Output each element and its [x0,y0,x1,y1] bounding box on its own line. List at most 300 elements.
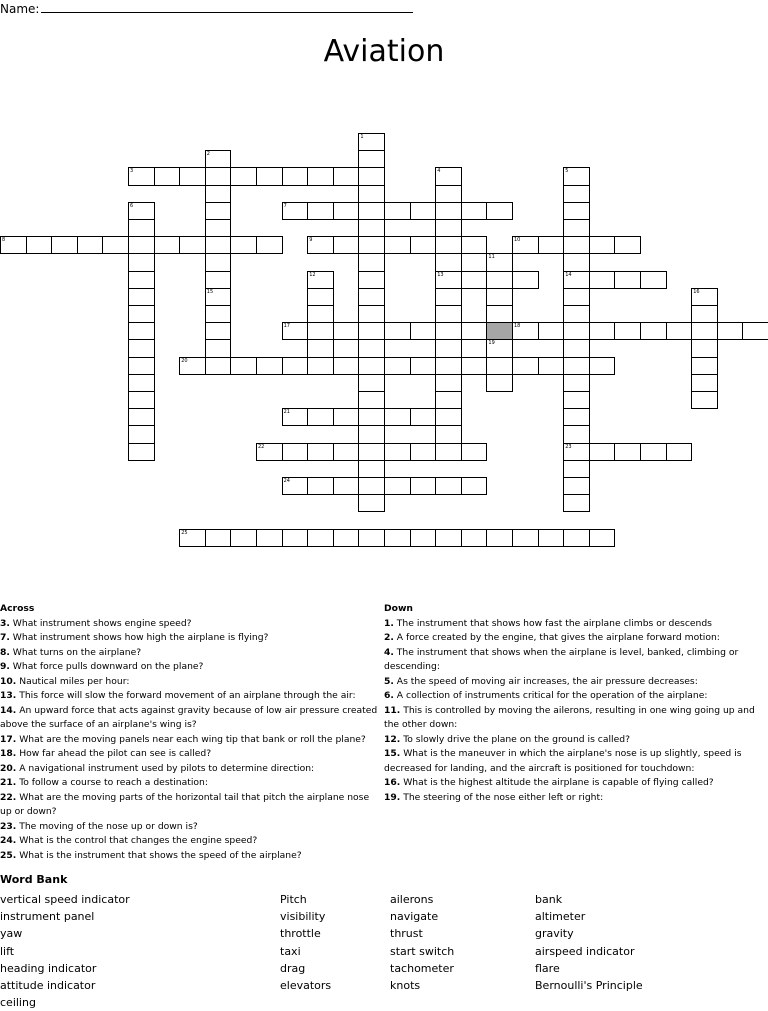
grid-cell[interactable] [230,236,257,254]
word-bank-item: attitude indicator [0,979,96,993]
clue-number-label: 21. [0,777,17,788]
grid-cell[interactable] [410,408,437,426]
grid-cell[interactable] [461,202,488,220]
grid-cell[interactable] [486,357,513,375]
clue-text: A navigational instrument used by pilots to determine direction: [16,762,315,774]
clue-number: 25 [181,529,188,536]
grid-cell[interactable] [128,305,155,323]
word-bank-item: flare [535,961,560,975]
grid-cell[interactable] [461,357,488,375]
grid-cell[interactable] [256,529,283,547]
clue-number-label: 2. [384,632,394,643]
grid-cell[interactable] [410,357,437,375]
clue-number: 15 [206,288,214,295]
grid-cell[interactable] [0,236,27,254]
grid-cell[interactable] [358,494,385,512]
across-clue [0,646,378,661]
grid-cell[interactable] [358,425,385,443]
grid-cell[interactable] [461,529,488,547]
grid-cell[interactable] [358,443,385,461]
grid-cell[interactable] [128,357,155,375]
grid-cell[interactable] [512,322,539,340]
clue-number-label: 19. [384,791,401,803]
word-bank-item: altimeter [535,910,586,924]
grid-cell[interactable] [282,357,309,375]
word-bank-item: gravity [535,927,574,941]
grid-cell[interactable] [640,443,667,461]
grid-cell[interactable] [333,236,360,254]
grid-cell[interactable] [435,529,462,547]
word-bank-item: ailerons [390,893,434,906]
word-bank-item: ceiling [0,996,36,1010]
grid-cell[interactable] [666,322,693,340]
grid-cell[interactable] [435,339,462,357]
grid-cell[interactable] [205,529,232,547]
grid-cell[interactable] [358,529,385,547]
grid-cell[interactable] [205,185,232,203]
grid-cell[interactable] [563,339,590,357]
grid-cell[interactable] [563,305,590,323]
grid-cell[interactable] [358,357,385,375]
across-clue [0,849,378,864]
grid-cell[interactable] [563,202,590,220]
clue-number: 12 [309,271,316,278]
grid-cell[interactable] [563,219,590,237]
grid-cell[interactable] [691,322,718,340]
grid-cell[interactable] [538,357,565,375]
grid-cell[interactable] [179,529,206,547]
clue-text: An upward force that acts against gravity because of low air pressure created above the surface of an airplane's wing is? [0,704,378,730]
across-clue [0,675,378,690]
grid-cell[interactable] [538,529,565,547]
grid-cell[interactable] [614,271,641,289]
grid-cell[interactable] [358,408,385,426]
grid-cell[interactable] [435,408,462,426]
grid-cell[interactable] [333,167,360,185]
grid-cell[interactable] [128,271,155,289]
grid-cell[interactable] [563,460,590,478]
grid-cell[interactable] [128,339,155,357]
clue-number: 3 [130,168,134,175]
clue-number: 22 [258,443,265,450]
grid-cell[interactable] [128,236,155,254]
grid-cell[interactable] [512,357,539,375]
across-clues [0,602,378,863]
across-clue [0,704,378,733]
grid-cell[interactable] [435,443,462,461]
grid-cell[interactable] [282,443,309,461]
clue-number: 16 [693,288,700,295]
grid-cell[interactable] [358,339,385,357]
grid-cell[interactable] [128,219,155,237]
grid-cell[interactable] [26,236,53,254]
grid-cell[interactable] [358,253,385,271]
grid-cell[interactable] [742,322,768,340]
word-bank-item: knots [390,979,421,993]
grid-cell[interactable] [230,167,257,185]
clue-text: The instrument that shows how fast the airplane climbs or descends [393,617,712,629]
grid-cell[interactable] [307,305,334,323]
grid-cell[interactable] [358,150,385,168]
grid-cell[interactable] [205,271,232,289]
grid-cell[interactable] [307,288,334,306]
grid-cell[interactable] [691,374,718,392]
grid-cell[interactable] [282,322,309,340]
grid-cell[interactable] [486,271,513,289]
grid-cell[interactable] [358,202,385,220]
across-clue [0,834,378,849]
grid-cell[interactable] [640,322,667,340]
grid-cell[interactable] [461,322,488,340]
clue-number-label: 3. [0,617,10,629]
grid-cell[interactable] [179,236,206,254]
grid-cell[interactable] [435,305,462,323]
grid-cell[interactable] [435,167,462,185]
grid-cell[interactable] [435,202,462,220]
grid-cell[interactable] [589,443,616,461]
clue-number-label: 10. [0,675,17,687]
grid-cell[interactable] [307,339,334,357]
grid-cell[interactable] [410,322,437,340]
clue-text: As the speed of moving air increases, the air pressure decreases: [393,675,698,687]
word-bank-item: yaw [0,927,23,941]
grid-cell[interactable] [128,322,155,340]
grid-cell[interactable] [435,357,462,375]
grid-cell[interactable] [128,202,155,220]
clue-text: A collection of instruments critical for the operation of the airplane: [393,690,708,701]
grid-cell[interactable] [256,167,283,185]
grid-cell[interactable] [128,253,155,271]
grid-cell[interactable] [512,271,539,289]
clue-number: 7 [283,202,287,209]
grid-cell[interactable] [589,529,616,547]
across-clue [0,631,378,646]
grid-cell[interactable] [358,288,385,306]
shaded-grid-cell [486,322,513,340]
page-title: Aviation [323,34,445,69]
grid-cell[interactable] [358,391,385,409]
grid-cell[interactable] [435,185,462,203]
clue-number: 24 [283,478,290,484]
grid-cell[interactable] [486,288,513,306]
word-bank-column [535,891,643,994]
grid-cell[interactable] [128,374,155,392]
grid-cell[interactable] [205,202,232,220]
grid-cell[interactable] [589,236,616,254]
down-clue [384,791,768,806]
grid-cell[interactable] [256,357,283,375]
grid-cell[interactable] [435,477,462,495]
clue-number-label: 16. [384,777,401,788]
grid-cell[interactable] [154,167,181,185]
grid-cell[interactable] [666,443,693,461]
grid-cell[interactable] [205,236,232,254]
grid-cell[interactable] [563,357,590,375]
grid-cell[interactable] [435,236,462,254]
grid-cell[interactable] [384,443,411,461]
grid-cell[interactable] [384,477,411,495]
grid-cell[interactable] [282,408,309,426]
word-bank-item: elevators [280,979,332,993]
grid-cell[interactable] [205,288,232,306]
grid-cell[interactable] [384,202,411,220]
grid-cell[interactable] [384,357,411,375]
grid-cell[interactable] [410,477,437,495]
grid-cell[interactable] [486,374,513,392]
grid-cell[interactable] [179,167,206,185]
clue-text: What are the moving parts of the horizontal tail that pitch the airplane nose up or down? [0,791,370,817]
grid-cell[interactable] [461,477,488,495]
grid-cell[interactable] [410,529,437,547]
clue-number-label: 7. [0,632,10,643]
down-clues [384,602,768,805]
clue-text: What instrument shows how high the airplane is flying? [9,632,269,643]
grid-cell[interactable] [410,443,437,461]
clue-text: What is the control that changes the engine speed? [16,835,258,846]
grid-cell[interactable] [717,322,744,340]
grid-cell[interactable] [563,288,590,306]
grid-cell[interactable] [205,150,232,168]
grid-cell[interactable] [128,408,155,426]
grid-cell[interactable] [589,322,616,340]
grid-cell[interactable] [614,236,641,254]
word-bank-item: thrust [390,927,423,941]
down-clue [384,704,768,733]
grid-cell[interactable] [307,529,334,547]
grid-cell[interactable] [512,236,539,254]
grid-cell[interactable] [333,357,360,375]
grid-cell[interactable] [205,339,232,357]
grid-cell[interactable] [538,322,565,340]
down-heading: Down [384,603,413,614]
grid-cell[interactable] [307,443,334,461]
clue-text: What turns on the airplane? [9,646,142,658]
grid-cell[interactable] [691,288,718,306]
grid-cell[interactable] [333,408,360,426]
grid-cell[interactable] [563,529,590,547]
across-clue [0,689,378,704]
grid-cell[interactable] [307,408,334,426]
grid-cell[interactable] [128,391,155,409]
grid-cell[interactable] [435,219,462,237]
grid-cell[interactable] [358,271,385,289]
across-clue [0,762,378,777]
grid-cell[interactable] [614,322,641,340]
grid-cell[interactable] [691,339,718,357]
grid-cell[interactable] [307,236,334,254]
grid-cell[interactable] [563,236,590,254]
grid-cell[interactable] [486,339,513,357]
grid-cell[interactable] [282,167,309,185]
grid-cell[interactable] [435,425,462,443]
grid-cell[interactable] [205,305,232,323]
word-bank-item: heading indicator [0,961,97,975]
grid-cell[interactable] [333,477,360,495]
grid-cell[interactable] [563,253,590,271]
clue-number: 20 [181,357,188,364]
grid-cell[interactable] [358,322,385,340]
grid-cell[interactable] [358,374,385,392]
grid-cell[interactable] [640,271,667,289]
clue-text: To follow a course to reach a destination: [16,777,208,788]
grid-cell[interactable] [256,443,283,461]
grid-cell[interactable] [384,408,411,426]
clue-number-label: 22. [0,791,17,803]
word-bank-item: lift [0,944,15,958]
name-label: Name: [0,2,40,16]
grid-cell[interactable] [384,529,411,547]
grid-cell[interactable] [563,443,590,461]
clue-number-label: 14. [0,704,17,716]
grid-cell[interactable] [410,202,437,220]
grid-cell[interactable] [435,271,462,289]
grid-cell[interactable] [435,391,462,409]
grid-cell[interactable] [563,408,590,426]
grid-cell[interactable] [563,477,590,495]
clue-number-label: 15. [384,748,401,759]
clue-text: How far ahead the pilot can see is called? [16,748,212,759]
grid-cell[interactable] [486,253,513,271]
grid-cell[interactable] [358,460,385,478]
grid-cell[interactable] [358,133,385,151]
clue-number: 17 [283,323,290,330]
grid-cell[interactable] [128,425,155,443]
grid-cell[interactable] [691,357,718,375]
clue-number: 4 [437,168,441,175]
grid-cell[interactable] [512,529,539,547]
grid-cell[interactable] [230,357,257,375]
grid-cell[interactable] [282,477,309,495]
grid-cell[interactable] [563,425,590,443]
grid-cell[interactable] [461,236,488,254]
across-clue [0,820,378,835]
clue-number-label: 13. [0,690,17,701]
grid-cell[interactable] [205,322,232,340]
grid-cell[interactable] [358,185,385,203]
grid-cell[interactable] [435,374,462,392]
grid-cell[interactable] [358,236,385,254]
grid-cell[interactable] [256,236,283,254]
clue-text: Nautical miles per hour: [16,675,130,687]
grid-cell[interactable] [205,167,232,185]
grid-cell[interactable] [410,236,437,254]
grid-cell[interactable] [358,167,385,185]
down-clue [384,733,768,748]
grid-cell[interactable] [333,529,360,547]
grid-cell[interactable] [486,529,513,547]
grid-cell[interactable] [179,357,206,375]
grid-cell[interactable] [128,167,155,185]
grid-cell[interactable] [486,202,513,220]
grid-cell[interactable] [307,167,334,185]
grid-cell[interactable] [358,305,385,323]
grid-cell[interactable] [307,202,334,220]
word-bank-item: Pitch [280,893,307,906]
grid-cell[interactable] [205,357,232,375]
grid-cell[interactable] [333,443,360,461]
grid-cell[interactable] [307,271,334,289]
grid-cell[interactable] [563,185,590,203]
grid-cell[interactable] [282,202,309,220]
grid-cell[interactable] [563,391,590,409]
grid-cell[interactable] [563,271,590,289]
across-clue [0,791,378,820]
word-bank-item: throttle [280,927,321,941]
across-clue [0,747,378,762]
grid-cell[interactable] [51,236,78,254]
clue-text: What force pulls downward on the plane? [9,661,204,672]
clue-number-label: 1. [384,617,394,629]
grid-cell[interactable] [102,236,129,254]
word-bank-item: instrument panel [0,910,95,924]
grid-cell[interactable] [691,305,718,323]
grid-cell[interactable] [589,271,616,289]
clue-number: 18 [514,323,521,330]
grid-cell[interactable] [205,219,232,237]
grid-cell[interactable] [282,529,309,547]
grid-cell[interactable] [205,253,232,271]
grid-cell[interactable] [538,236,565,254]
grid-cell[interactable] [435,288,462,306]
clue-number-label: 11. [384,704,401,716]
word-bank-item: taxi [280,944,301,958]
clue-number: 10 [514,237,521,244]
grid-cell[interactable] [589,357,616,375]
grid-cell[interactable] [358,219,385,237]
clue-number-label: 18. [0,748,17,759]
grid-cell[interactable] [307,477,334,495]
clue-number-label: 24. [0,835,17,846]
grid-cell[interactable] [563,374,590,392]
clue-number: 9 [309,237,313,244]
clue-number-label: 5. [384,675,394,687]
grid-cell[interactable] [563,322,590,340]
word-bank-item: vertical speed indicator [0,893,130,906]
grid-cell[interactable] [230,529,257,547]
clue-text: What instrument shows engine speed? [9,617,192,629]
grid-cell[interactable] [154,236,181,254]
grid-cell[interactable] [128,288,155,306]
grid-cell[interactable] [307,322,334,340]
grid-cell[interactable] [77,236,104,254]
grid-cell[interactable] [461,443,488,461]
word-bank-column [280,891,331,994]
grid-cell[interactable] [486,305,513,323]
grid-cell[interactable] [128,443,155,461]
grid-cell[interactable] [435,322,462,340]
grid-cell[interactable] [435,253,462,271]
clue-text: A force created by the engine, that gives the airplane forward motion: [393,632,720,643]
grid-cell[interactable] [333,202,360,220]
clue-text: This is controlled by moving the ailerons, resulting in one wing going up and the other down: [384,704,755,730]
grid-cell[interactable] [333,322,360,340]
clue-number-label: 4. [384,646,394,658]
word-bank-column [0,891,130,1011]
grid-cell[interactable] [307,357,334,375]
grid-cell[interactable] [461,271,488,289]
clue-text: What is the maneuver in which the airplane's nose is up slightly, speed is decreased for landing, and the aircraft is positioned for touchdown: [384,748,742,774]
down-clue [384,675,768,690]
grid-cell[interactable] [614,443,641,461]
grid-cell[interactable] [384,236,411,254]
clue-text: This force will slow the forward movement of an airplane through the air: [16,690,356,701]
grid-cell[interactable] [358,477,385,495]
grid-cell[interactable] [691,391,718,409]
grid-cell[interactable] [563,494,590,512]
word-bank-column [390,891,454,994]
grid-cell[interactable] [384,322,411,340]
grid-cell[interactable] [563,167,590,185]
